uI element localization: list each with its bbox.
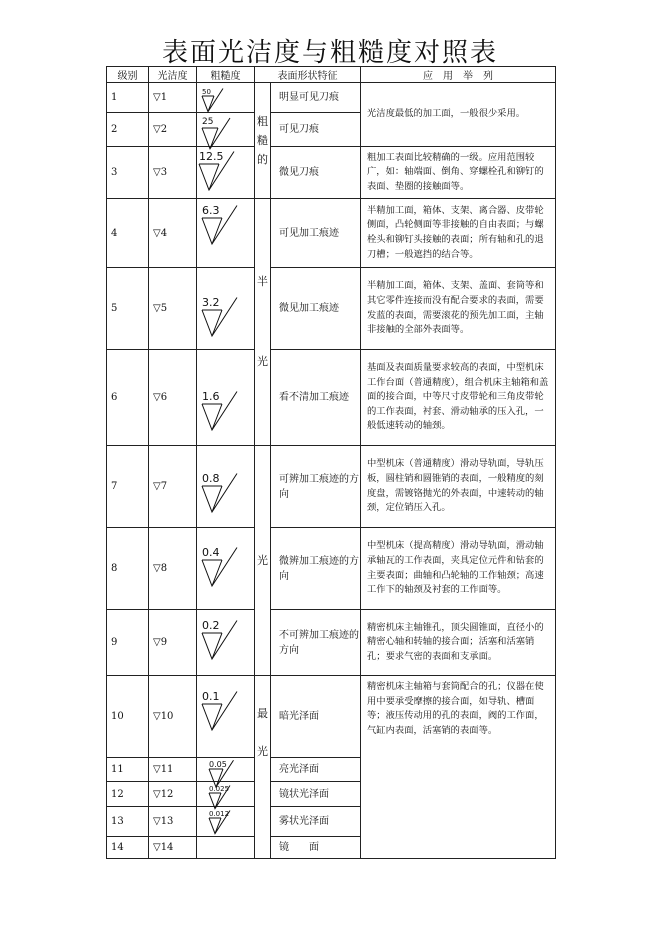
roughness-value: 0.05 (209, 760, 227, 769)
level-cell: 2 (107, 113, 149, 147)
level-cell: 4 (107, 199, 149, 268)
finish-cell: ▽8 (149, 528, 197, 610)
finish-cell: ▽11 (149, 758, 197, 782)
table-row (107, 83, 556, 113)
application-cell: 半精加工面，箱体、支架、离合器、皮带轮侧面，凸轮侧面等非接触的自由表面；与螺栓头和铆钉头接触的表面；所有轴和孔的退刀槽；一般遮挡的结合等。 (361, 199, 556, 268)
roughness-cell (197, 528, 255, 610)
roughness-value: 0.2 (202, 619, 220, 632)
application-cell: 精密机床主轴箱与套筒配合的孔；仪器在使用中要承受摩擦的接合面，如导轨、槽面等；液压传动用的孔的表面，阀的工作面，气缸内表面，活塞销的表面等。 (361, 676, 556, 859)
finish-cell: ▽6 (149, 350, 197, 446)
feature-cell: 可见刀痕 (271, 113, 361, 147)
table-row (107, 350, 556, 446)
feature-cell: 微见加工痕迹 (271, 268, 361, 350)
level-cell: 1 (107, 83, 149, 113)
roughness-value: 0.025 (209, 785, 230, 793)
table-row (107, 676, 556, 758)
roughness-value: 12.5 (199, 150, 224, 163)
feature-cell: 暗光泽面 (271, 676, 361, 758)
roughness-cell (197, 113, 255, 147)
header-feature: 表面形状特征 (255, 67, 361, 83)
feature-cell: 微辨加工痕迹的方向 (271, 528, 361, 610)
category-semi (255, 199, 271, 446)
table-row (107, 199, 556, 268)
category-label: 粗糙的 (257, 115, 268, 166)
application-cell: 半精加工面，箱体、支架、盖面、套筒等和其它零件连接而没有配合要求的表面，需要发蓝的表面，需要滚花的预先加工面，主轴非接触的全部外表面等。 (361, 268, 556, 350)
level-cell: 8 (107, 528, 149, 610)
table-row (107, 610, 556, 676)
finish-cell: ▽14 (149, 837, 197, 859)
application-cell: 基面及表面质量要求较高的表面，中型机床工作台面（普通精度），组合机床主轴箱和盖面的接合面，中等尺寸皮带轮和三角皮带轮的工作表面，衬套、滑动轴承的压入孔，一般低速转动的轴颈。 (361, 350, 556, 446)
feature-cell: 镜 面 (271, 837, 361, 859)
category-rough (255, 83, 271, 199)
roughness-cell (197, 676, 255, 758)
level-cell: 9 (107, 610, 149, 676)
roughness-value: 0.8 (202, 472, 220, 485)
finish-cell: ▽3 (149, 147, 197, 199)
header-row (107, 67, 556, 83)
feature-cell: 亮光泽面 (271, 758, 361, 782)
table-row (107, 268, 556, 350)
category-label: 最光 (257, 707, 268, 758)
roughness-mark (202, 310, 238, 336)
finish-cell: ▽5 (149, 268, 197, 350)
level-cell: 14 (107, 837, 149, 859)
header-roughness: 粗糙度 (197, 67, 255, 83)
comparison-table (106, 66, 556, 859)
page-title: 表面光洁度与粗糙度对照表 (161, 38, 498, 68)
roughness-mark (209, 818, 231, 834)
finish-cell: ▽7 (149, 446, 197, 528)
roughness-value: 6.3 (202, 204, 220, 217)
finish-cell: ▽9 (149, 610, 197, 676)
header-finish: 光洁度 (149, 67, 197, 83)
roughness-mark (202, 128, 231, 149)
finish-cell: ▽12 (149, 782, 197, 807)
level-cell: 5 (107, 268, 149, 350)
level-cell: 3 (107, 147, 149, 199)
application-cell: 精密机床主轴锥孔，顶尖圆锥面，直径小的精密心轴和转轴的接合面；活塞和活塞销孔；要求气密的表面和支承面。 (361, 610, 556, 676)
roughness-mark (202, 404, 238, 430)
category-bright (255, 446, 271, 676)
application-cell: 中型机床（普通精度）滑动导轨面，导轨压板，圆柱销和圆锥销的表面，一般精度的刻度盘，需镀铬抛光的外表面，中速转动的轴颈，定位销压入孔。 (361, 446, 556, 528)
finish-cell: ▽10 (149, 676, 197, 758)
feature-cell: 看不清加工痕迹 (271, 350, 361, 446)
header-level: 级别 (107, 67, 149, 83)
feature-cell: 雾状光泽面 (271, 807, 361, 837)
category-label: 半光 (257, 275, 268, 368)
roughness-mark (202, 486, 238, 512)
feature-cell: 微见刀痕 (271, 147, 361, 199)
roughness-value: 3.2 (202, 296, 220, 309)
application-cell: 光洁度最低的加工面，一般很少采用。 (361, 83, 556, 147)
finish-cell: ▽1 (149, 83, 197, 113)
level-cell: 13 (107, 807, 149, 837)
roughness-cell (197, 350, 255, 446)
roughness-mark (202, 633, 238, 659)
category-brightest (255, 676, 271, 859)
level-cell: 10 (107, 676, 149, 758)
category-label: 光 (257, 554, 268, 567)
roughness-cell (197, 83, 255, 113)
finish-cell: ▽2 (149, 113, 197, 147)
roughness-cell (197, 268, 255, 350)
feature-cell: 明显可见刀痕 (271, 83, 361, 113)
feature-cell: 镜状光泽面 (271, 782, 361, 807)
roughness-mark (202, 218, 238, 244)
roughness-cell (197, 807, 255, 837)
roughness-mark (202, 560, 238, 586)
roughness-cell (197, 782, 255, 807)
roughness-cell (197, 610, 255, 676)
table-row (107, 446, 556, 528)
roughness-value: 0.012 (209, 810, 230, 818)
application-cell: 中型机床（提高精度）滑动导轨面，滑动轴承轴瓦的工作表面，夹具定位元件和钻套的主要表面；曲轴和凸轮轴的工作轴颈；高速工作下的轴颈及衬套的工作面等。 (361, 528, 556, 610)
header-application: 应 用 举 列 (361, 67, 556, 83)
roughness-value: 0.4 (202, 546, 220, 559)
level-cell: 11 (107, 758, 149, 782)
roughness-cell (197, 758, 255, 782)
table-row (107, 147, 556, 199)
roughness-cell (197, 837, 255, 859)
feature-cell: 可辨加工痕迹的方向 (271, 446, 361, 528)
feature-cell: 不可辨加工痕迹的方向 (271, 610, 361, 676)
roughness-cell (197, 199, 255, 268)
roughness-value: 25 (202, 117, 214, 127)
level-cell: 7 (107, 446, 149, 528)
feature-cell: 可见加工痕迹 (271, 199, 361, 268)
roughness-cell (197, 446, 255, 528)
roughness-mark (199, 164, 235, 190)
roughness-cell (197, 147, 255, 199)
level-cell: 6 (107, 350, 149, 446)
level-cell: 12 (107, 782, 149, 807)
application-cell: 粗加工表面比较精确的一级。应用范围较广，如：轴端面、倒角、穿螺栓孔和铆钉的表面、垫圈的接触面等。 (361, 147, 556, 199)
roughness-value: 1.6 (202, 390, 220, 403)
roughness-value: 0.1 (202, 690, 220, 703)
roughness-value: 50 (202, 88, 211, 96)
roughness-mark (202, 704, 238, 730)
finish-cell: ▽4 (149, 199, 197, 268)
table-row (107, 528, 556, 610)
roughness-mark (202, 96, 224, 112)
finish-cell: ▽13 (149, 807, 197, 837)
